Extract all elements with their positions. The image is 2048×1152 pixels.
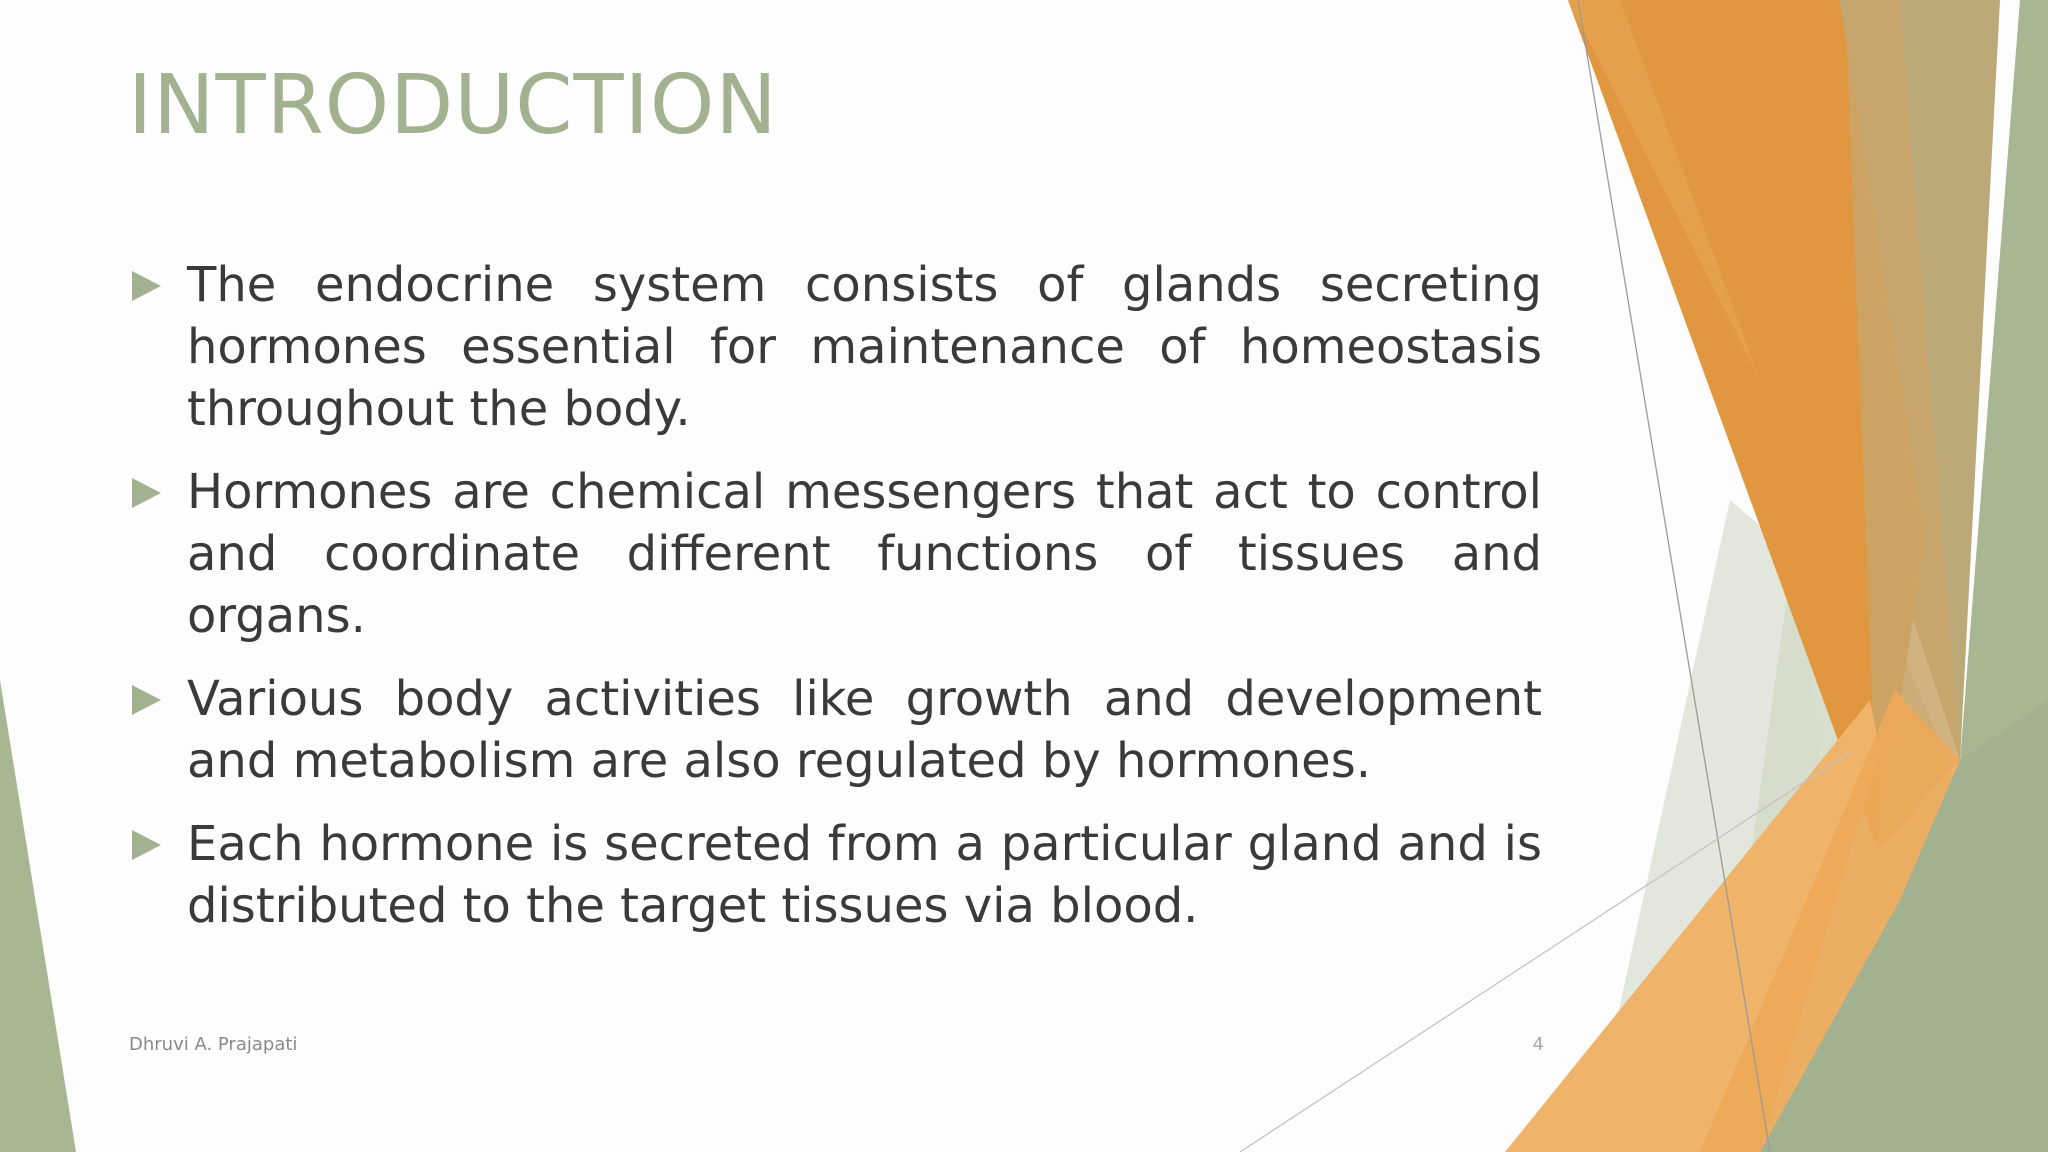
triangle-right-icon <box>132 271 161 301</box>
triangle-right-icon <box>132 685 161 715</box>
bullet-text: Hormones are chemical messengers that act to control and coordinate different functions of tissues and organs. <box>187 464 1542 644</box>
slide-title: INTRODUCTION <box>128 58 778 153</box>
bullet-text: The endocrine system consists of glands secreting hormones essential for maintenance of homeostasis throughout the body. <box>187 257 1542 437</box>
slide-number: 4 <box>1532 1034 1544 1055</box>
bullet-text: Various body activities like growth and development and metabolism are also regulated by hormones. <box>187 671 1542 789</box>
left-green-sliver <box>0 680 76 1152</box>
bullet-text: Each hormone is secreted from a particular gland and is distributed to the target tissues via blood. <box>187 816 1542 934</box>
bullet-item <box>128 461 1542 647</box>
bullet-item <box>128 813 1542 937</box>
triangle-right-icon <box>132 478 161 508</box>
bullet-item <box>128 668 1542 792</box>
bullet-item <box>128 254 1542 440</box>
footer-author: Dhruvi A. Prajapati <box>129 1034 298 1055</box>
triangle-right-icon <box>132 830 161 860</box>
bullet-list <box>128 254 1542 958</box>
